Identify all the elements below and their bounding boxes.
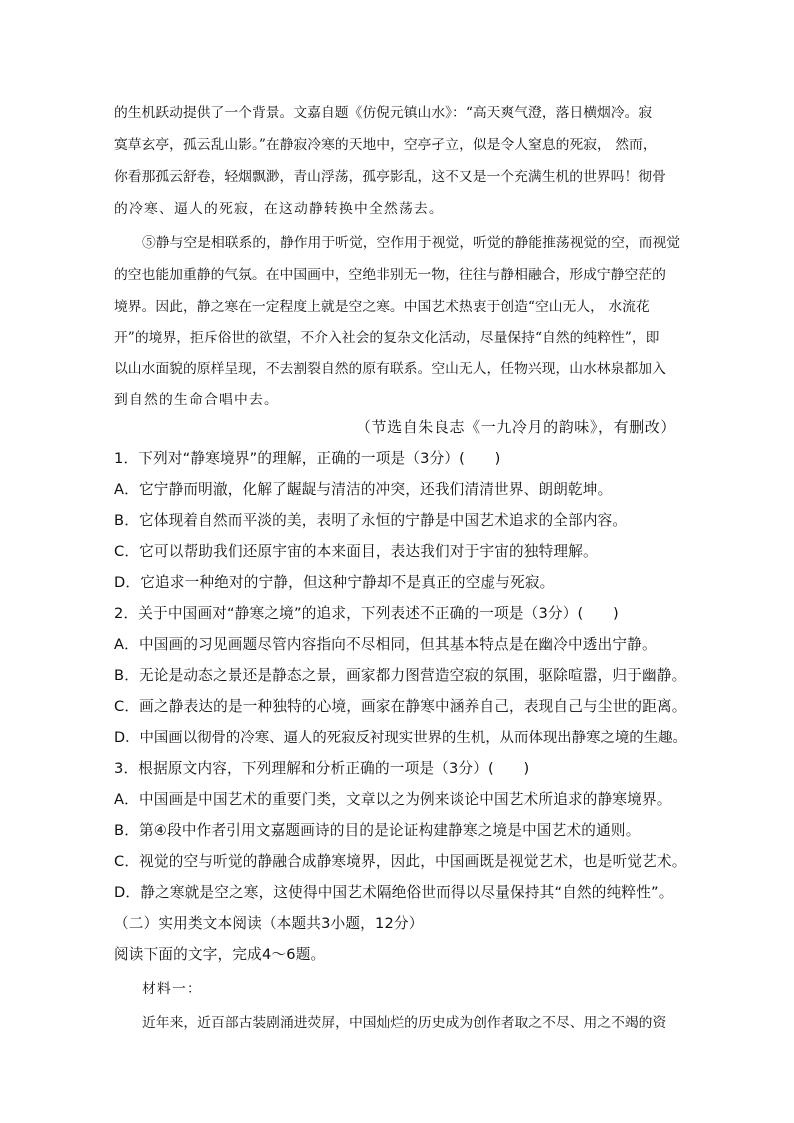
passage-line: 以山水面貌的原样呈现，不去割裂自然的原有联系。空山无人，任物兴现，山水林泉都加入 (114, 361, 666, 377)
question-3-option-d: D．静之寒就是空之寒，这使得中国艺术隔绝俗世而得以尽量保持其“自然的纯粹性”。 (114, 884, 674, 901)
question-3-option-a: A．中国画是中国艺术的重要门类，文章以之为例来谈论中国艺术所追求的静寒境界。 (114, 791, 672, 808)
material-label: 材料一： (142, 981, 202, 997)
source-note: （节选自朱良志《一九冷月的韵味》，有删改） (355, 418, 676, 436)
passage-line: 开”的境界，拒斥俗世的欲望，不介入社会的复杂文化活动，尽量保持“自然的纯粹性”，即 (114, 330, 660, 346)
question-2-option-b: B．无论是动态之景还是静态之景，画家都力图营造空寂的氛围，驱除喧嚣，归于幽静。 (114, 667, 687, 684)
passage-line: 到自然的生命合唱中去。 (114, 392, 279, 408)
question-3-stem: 3．根据原文内容，下列理解和分析正确的一项是（3分）( ) (114, 760, 530, 777)
question-2-stem: 2．关于中国画对“静寒之境”的追求，下列表述不正确的一项是（3分）( ) (114, 605, 619, 622)
passage-line: 的空也能加重静的气氛。在中国画中，空绝非别无一物，往往与静相融合，形成宁静空茫的 (114, 267, 666, 283)
question-2-option-a: A．中国画的习见画题尽管内容指向不尽相同，但其基本特点是在幽冷中透出宁静。 (114, 636, 657, 653)
passage-line: 寞草玄亭，孤云乱山影。”在静寂冷寒的天地中，空亭孑立，似是令人窒息的死寂， 然而， (114, 137, 657, 153)
question-1-stem: 1．下列对“静寒境界”的理解，正确的一项是（3分）( ) (114, 450, 501, 467)
question-2-option-d: D．中国画以彻骨的冷寒、逼人的死寂反衬现实世界的生机，从而体现出静寒之境的生趣。 (114, 730, 687, 746)
section-heading: （二）实用类文本阅读（本题共3小题，12分） (114, 915, 424, 932)
passage-line: 的生机跃动提供了一个背景。文嘉自题《仿倪元镇山水》：“高天爽气澄，落日横烟冷。寂 (114, 105, 653, 121)
question-1-option-d: D．它追求一种绝对的宁静，但这种宁静却不是真正的空虚与死寂。 (114, 574, 555, 591)
passage-line: 境界。因此，静之寒在一定程度上就是空之寒。中国艺术热衷于创造“空山无人， 水流花 (114, 299, 650, 315)
passage-paragraph-5-start: ⑤静与空是相联系的，静作用于听觉，空作用于视觉，听觉的静能推荡视觉的空，而视觉 (142, 235, 681, 251)
question-2-option-c: C．画之静表达的是一种独特的心境，画家在静寒中涵养自己，表现自己与尘世的距离。 (114, 698, 687, 715)
passage-line: 你看那孤云舒卷，轻烟飘渺，青山浮荡，孤亭影乱，这不又是一个充满生机的世界吗！彻骨 (114, 169, 666, 185)
material-line: 近年来，近百部古装剧涌进荧屏，中国灿烂的历史成为创作者取之不尽、用之不竭的资 (142, 1015, 667, 1031)
question-3-option-b: B．第④段中作者引用文嘉题画诗的目的是论证构建静寒之境是中国艺术的通则。 (114, 822, 641, 839)
question-1-option-c: C．它可以帮助我们还原宇宙的本来面目，表达我们对于宇宙的独特理解。 (114, 543, 598, 560)
question-1-option-b: B．它体现着自然而平淡的美，表明了永恒的宁静是中国艺术追求的全部内容。 (114, 512, 628, 529)
question-3-option-c: C．视觉的空与听觉的静融合成静寒境界，因此，中国画既是视觉艺术，也是听觉艺术。 (114, 853, 687, 870)
question-1-option-a: A．它宁静而明澈，化解了龌龊与清洁的冲突，还我们清清世界、朗朗乾坤。 (114, 481, 613, 498)
passage-line: 的冷寒、逼人的死寂，在这动静转换中全然荡去。 (114, 201, 444, 217)
section-instruction: 阅读下面的文字，完成4～6题。 (114, 946, 326, 963)
